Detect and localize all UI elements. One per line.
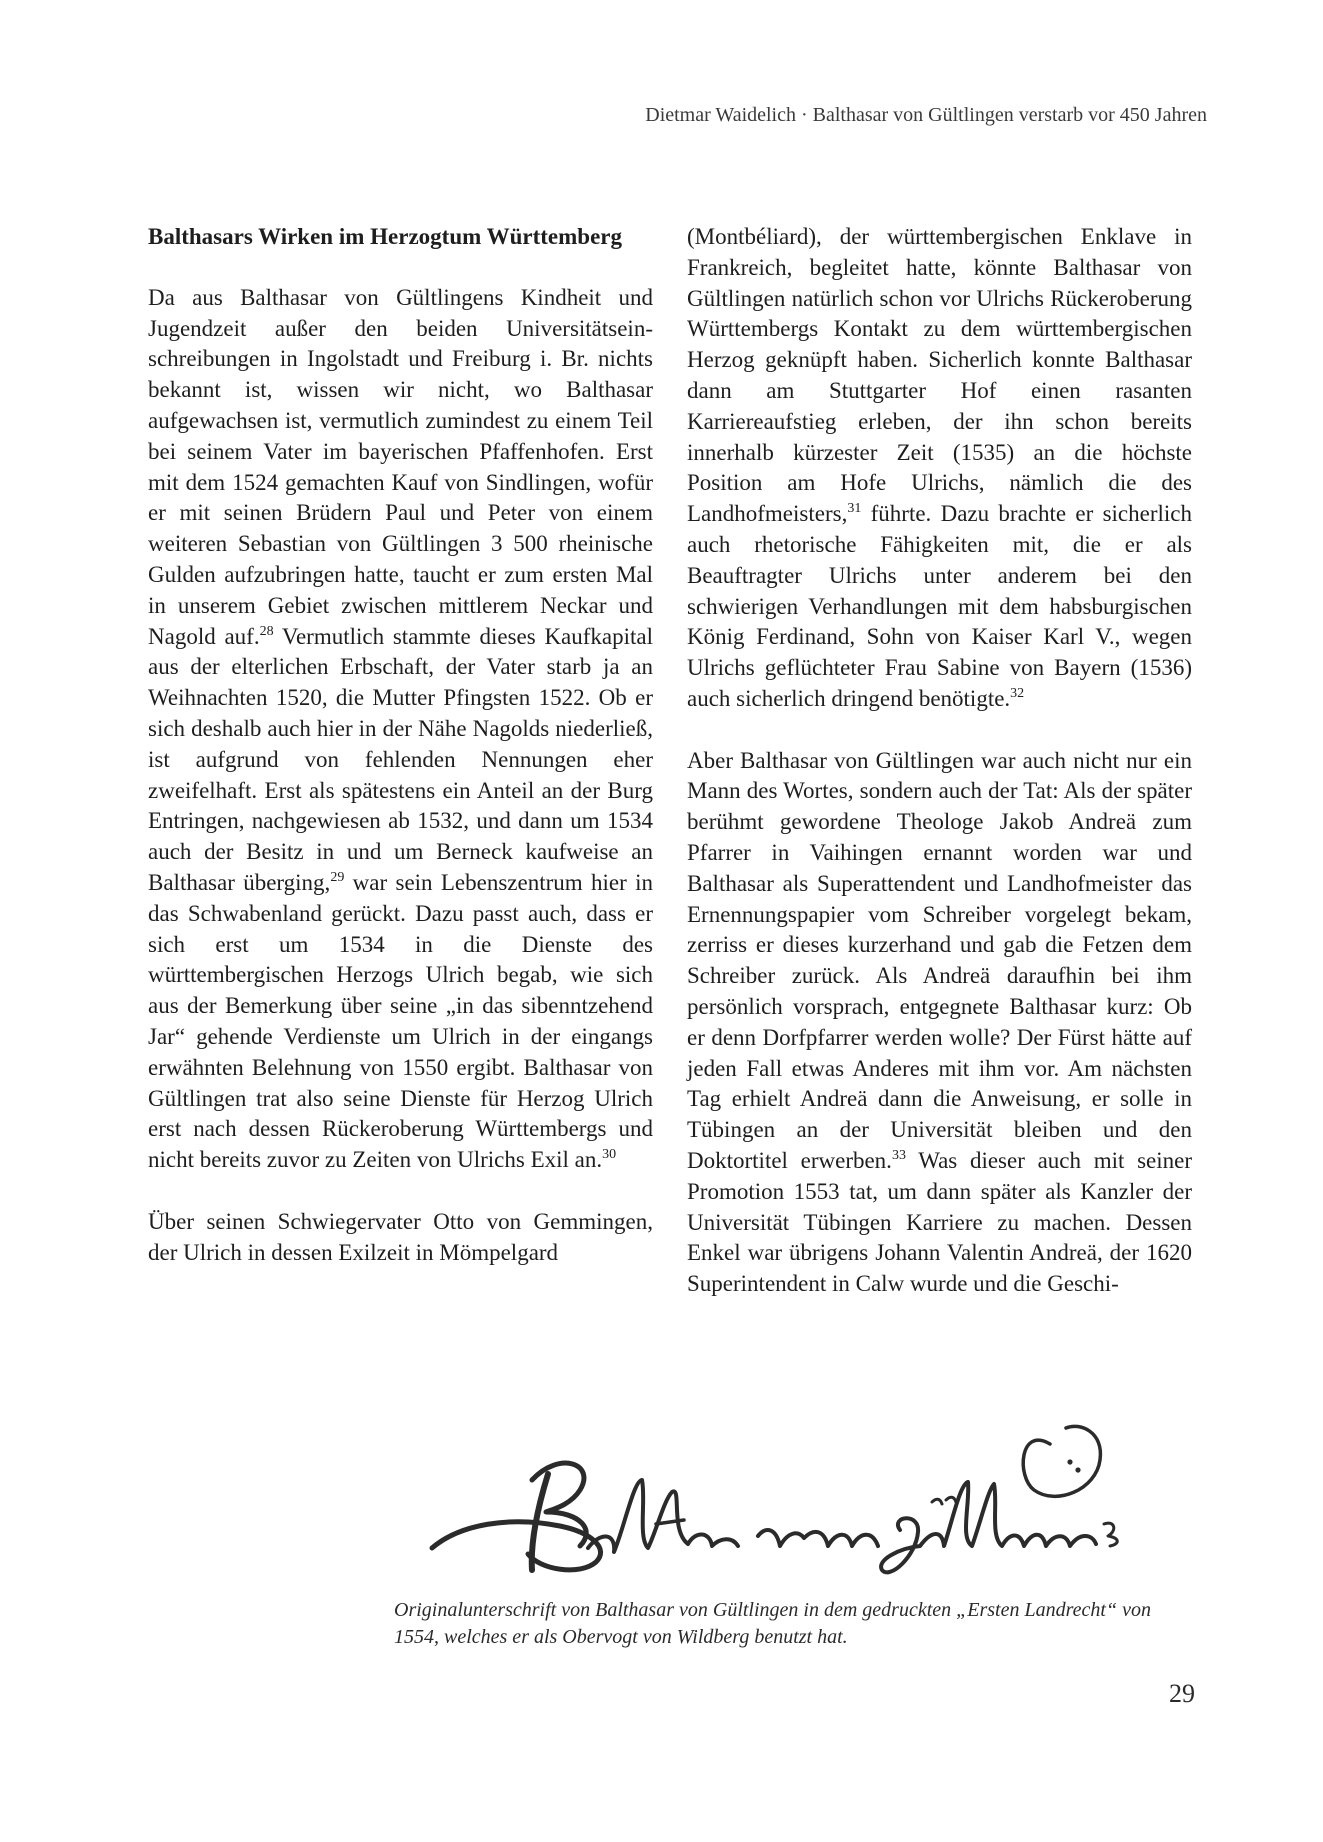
signature-stroke (432, 1522, 601, 1570)
handwritten-signature (420, 1420, 1120, 1592)
signature-stroke (1104, 1523, 1117, 1546)
text-run: war sein Lebenszentrum hier in das Schwabenland gerückt. Dazu passt auch, dass er sich erst um 1534 in die Dienste des württembergischen Herzogs Ulrich begab, wie sich aus der Bemerkung über seine „in das sibenntzehend Jar“ gehende Verdienste um Ulrich in der eingangs erwähnten Belehnung von 1550 ergibt. Balthasar von Gültlingen trat also seine Dienste für Herzog Ulrich erst nach dessen Rückeroberung Württembergs und nicht bereits zuvor zu Zeiten von Ulrichs Exil an. (148, 869, 654, 1173)
section-heading: Balthasars Wirken im Herzogtum Württemberg (148, 224, 623, 249)
body-paragraph (687, 222, 1192, 715)
page-number: 29 (1169, 1679, 1195, 1708)
footnote-ref: 31 (847, 501, 862, 517)
signature-stroke (932, 1497, 956, 1504)
text-run: Da aus Balthasar von Gültlingens Kindheit und Jugendzeit außer den beiden Universitätseinschreibungen in Ingolstadt und Freiburg i. Br. nichts bekannt ist, wissen wir nicht, wo Balthasar aufgewachsen ist, vermutlich zumindest zu einem Teil bei seinem Vater im bayerischen Pfaffenhofen. Erst mit dem 1524 gemachten Kauf von Sindlingen, wofür er mit seinen Brüdern Paul und Peter von einem weiteren Sebastian von Gültlingen 3 500 rheinische Gulden aufzubringen hatte, taucht er zum ersten Mal in unserem Gebiet zwischen mittlerem Neckar und Nagold auf. (148, 284, 653, 649)
text-run: Was dieser auch mit seiner Promotion 1553 tat, um dann später als Kanzler der Universität Tübingen Karriere zu machen. Dessen Enkel war übrigens Johann Valentin Andreä, der 1620 Superintendent in Calw wurde und die Geschi- (687, 1147, 1192, 1297)
left-column (148, 222, 653, 1268)
footnote-ref: 29 (330, 869, 345, 885)
footnote-ref: 30 (602, 1147, 617, 1163)
signature-stroke (588, 1480, 738, 1552)
body-paragraph: Über seinen Schwiegervater Otto von Gemmingen, der Ulrich in dessen Exilzeit in Mömpelgard (148, 1208, 653, 1265)
footnote-ref: 33 (891, 1147, 906, 1163)
body-paragraph (148, 283, 653, 1176)
signature-stroke (758, 1530, 878, 1546)
signature-stroke (1023, 1426, 1100, 1496)
right-column (687, 222, 1192, 1300)
signature-dot (1075, 1467, 1080, 1472)
running-head: Dietmar Waidelich · Balthasar von Gültlingen verstarb vor 450 Jahren (645, 104, 1207, 126)
signature-dot (1067, 1459, 1072, 1464)
text-run: (Montbéliard), der württembergischen Enklave in Frankreich, begleitet hatte, könnte Balthasar von Gültlingen natürlich schon vor Ulrichs Rückeroberung Württembergs Kontakt zu dem württembergischen Herzog geknüpft haben. Sicherlich konnte Balthasar dann am Stuttgarter Hof einen rasanten Karriereaufstieg erleben, der ihn schon bereits innerhalb kürzester Zeit (1535) an die höchste Position am Hofe Ulrichs, nämlich die des Landhofmeisters, (687, 224, 1192, 527)
text-run: Vermutlich stammte dieses Kaufkapital aus der elterlichen Erbschaft, der Vater starb ja an Weihnachten 1520, die Mutter Pfingsten 1522. Ob er sich deshalb auch hier in der Nähe Nagolds niederließ, ist aufgrund von fehlenden Nennungen eher zweifelhaft. Erst als spätestens ein Anteil an der Burg Entringen, nachgewiesen ab 1532, und dann um 1534 auch der Besitz in und um Berneck kaufweise an Balthasar überging, (148, 623, 654, 895)
footnote-ref: 28 (259, 623, 274, 639)
text-run: Aber Balthasar von Gültlingen war auch nicht nur ein Mann des Wortes, sondern auch der Tat: Als der später berühmt gewordene Theologe Jakob Andreä zum Pfarrer in Vaihingen ernannt worden war und Balthasar als Superattendent und Landhofmeister das Ernennungspapier vom Schreiber vorgelegt bekam, zerriss er dieses kurzerhand und gab die Fetzen dem Schreiber zurück. Als Andreä daraufhin bei ihm persönlich vorsprach, entgegnete Balthasar kurz: Ob er denn Dorfpfarrer werden wolle? Der Fürst hätte auf jeden Fall etwas Anderes mit ihm vor. Am nächsten Tag erhielt Andreä dann die Anweisung, er solle in Tübingen an der Universität bleiben und den Doktortitel erwerben. (687, 747, 1192, 1173)
footnote-ref: 32 (1010, 685, 1025, 701)
figure-caption: Originalunterschrift von Balthasar von Gültlingen in dem gedruckten „Ersten Landrecht“ von 1554, welches er als Obervogt von Wildberg benutzt hat. (394, 1599, 1151, 1648)
body-paragraph (687, 746, 1192, 1300)
text-run: führte. Dazu brachte er sicherlich auch rhetorische Fähigkeiten mit, die er als Beauftragter Ulrichs unter anderem bei den schwierigen Verhandlungen mit dem habsburgischen König Ferdinand, Sohn von Kaiser Karl V., wegen Ulrichs geflüchteter Frau Sabine von Bayern (1536) auch sicherlich dringend benötigte. (687, 501, 1192, 711)
